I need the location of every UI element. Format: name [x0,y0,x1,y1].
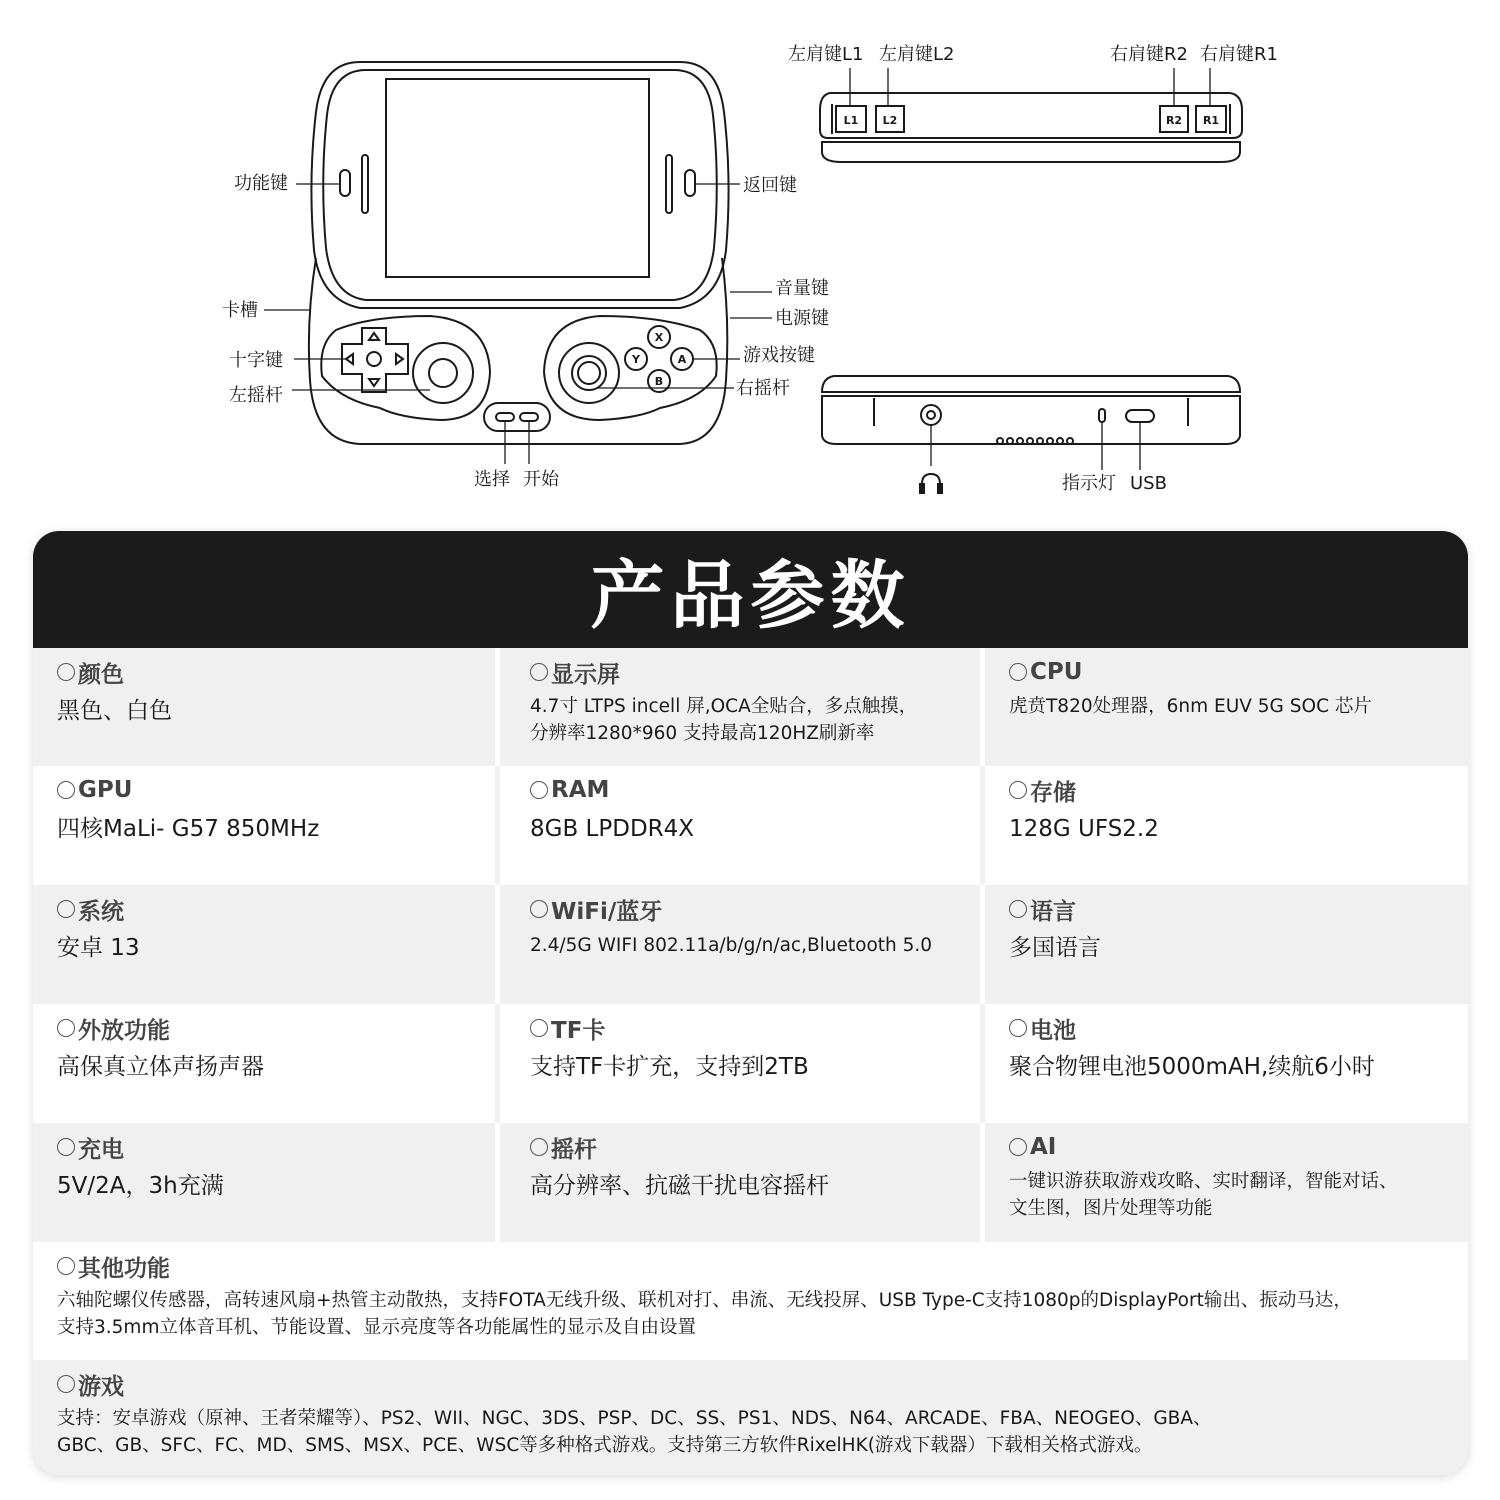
spec-value: 高分辨率、抗磁干扰电容摇杆 [530,1173,829,1199]
device-diagram [0,0,1500,520]
button-y-glyph: Y [632,353,640,366]
spec-value: 黑色、白色 [57,698,172,724]
spec-value: 多国语言 [1009,935,1101,961]
spec-value: 安卓 13 [57,935,140,961]
spec-cell-ai [985,1123,1468,1242]
device-screen [386,79,649,277]
left-grille [362,155,368,213]
label-l1: 左肩键L1 [788,44,864,65]
spec-cell-cpu [985,648,1468,766]
spec-label: GPU [78,777,133,803]
spec-cell-games [33,1360,1468,1475]
label-game-buttons: 游戏按键 [743,345,815,366]
circle-bullet-icon [57,1138,75,1156]
headphone-jack-shape [921,405,941,425]
button-b-glyph: B [654,375,664,388]
spec-label: TF卡 [551,1017,606,1044]
select-start-housing [484,403,550,431]
right-stick-outer [559,343,619,403]
circle-bullet-icon [57,1375,75,1393]
spec-value: 2.4/5G WIFI 802.11a/b/g/n/ac,Bluetooth 5.0 [530,935,933,956]
spec-cell-wifi [495,885,985,1004]
spec-row-games [33,1360,1468,1475]
spec-row-other [33,1242,1468,1360]
spec-cell-joystick [495,1123,985,1242]
spec-cell-battery [985,1004,1468,1123]
spec-cell-speaker [33,1004,495,1123]
circle-bullet-icon [1009,781,1027,799]
spec-label: 存储 [1030,779,1076,806]
spec-cell-other [33,1242,1468,1360]
spec-cell-language [985,885,1468,1004]
back-key-shape [685,170,695,196]
label-volume-key: 音量键 [775,278,829,299]
spec-label: 语言 [1030,898,1076,925]
label-card-slot: 卡槽 [222,300,258,321]
device-lower-body [309,258,727,444]
spec-row [33,766,1468,885]
circle-bullet-icon [57,1257,75,1275]
usb-port-shape [1126,410,1154,422]
spec-row [33,1004,1468,1123]
dpad-shape [342,328,408,392]
label-back-key: 返回键 [743,175,797,196]
spec-label: WiFi/蓝牙 [551,898,663,925]
spec-value: 四核MaLi- G57 850MHz [57,816,320,842]
label-dpad: 十字键 [229,350,283,371]
circle-bullet-icon [530,900,548,918]
r2-tag: R2 [1165,114,1183,127]
r1-tag: R1 [1202,114,1220,127]
circle-bullet-icon [57,663,75,681]
spec-label: CPU [1030,659,1083,685]
spec-label: 显示屏 [551,661,620,688]
spec-label: 充电 [78,1136,124,1163]
circle-bullet-icon [57,1019,75,1037]
spec-cell-ram [495,766,985,885]
spec-value: 支持：安卓游戏（原神、王者荣耀等）、PS2、WII、NGC、3DS、PSP、DC、SS、PS1、NDS、N64、ARCADE、FBA、NEOGEO、GBA、 GBC、GB、SFC、FC、MD、SMS、MSX、PCE、WSC等多种格式游戏。支持第三方软件RixelHK(游戏下载器）下载相关格式游戏。 [57,1408,1212,1456]
label-r1: 右肩键R1 [1200,44,1278,65]
spec-label: AI [1030,1134,1057,1160]
circle-bullet-icon [1009,1138,1027,1156]
spec-label: 摇杆 [551,1136,597,1163]
spec-panel [33,531,1468,1475]
circle-bullet-icon [530,781,548,799]
right-grille [666,155,672,213]
label-usb: USB [1130,473,1167,494]
spec-label: 外放功能 [78,1017,170,1044]
bottom-view-body [822,376,1240,392]
button-a-glyph: A [677,353,687,366]
spec-label: 游戏 [78,1373,124,1400]
label-function-key: 功能键 [234,173,288,194]
label-r2: 右肩键R2 [1110,44,1188,65]
circle-bullet-icon [1009,663,1027,681]
spec-value: 128G UFS2.2 [1009,816,1159,842]
circle-bullet-icon [530,1138,548,1156]
circle-bullet-icon [57,900,75,918]
left-stick-outer [413,343,473,403]
spec-value: 8GB LPDDR4X [530,816,695,842]
circle-bullet-icon [530,1019,548,1037]
spec-value: 4.7寸 LTPS incell 屏,OCA全贴合，多点触摸， 分辨率1280*960 支持最高120HZ刷新率 [530,696,918,744]
label-right-stick: 右摇杆 [736,378,790,399]
spec-label: 系统 [78,898,124,925]
circle-bullet-icon [1009,1019,1027,1037]
spec-cell-display [495,648,985,766]
label-l2: 左肩键L2 [879,44,955,65]
spec-row [33,885,1468,1004]
spec-value: 一键识游获取游戏攻略、实时翻译，智能对话、 文生图，图片处理等功能 [1009,1171,1398,1219]
spec-value: 聚合物锂电池5000mAH,续航6小时 [1009,1054,1375,1080]
device-upper-inner [323,70,717,300]
left-pad-shape [321,316,490,420]
device-line-drawing [0,0,1500,520]
spec-value: 虎贲T820处理器，6nm EUV 5G SOC 芯片 [1009,696,1372,717]
l1-tag: L1 [843,114,859,127]
spec-title: 产品参数 [590,552,911,639]
spec-header [33,531,1468,648]
circle-bullet-icon [530,663,548,681]
spec-cell-charging [33,1123,495,1242]
spec-value: 高保真立体声扬声器 [57,1054,264,1080]
spec-label: RAM [551,777,610,803]
label-power-key: 电源键 [775,308,829,329]
function-key-shape [340,170,350,196]
spec-row [33,1123,1468,1242]
spec-value: 六轴陀螺仪传感器，高转速风扇+热管主动散热，支持FOTA无线升级、联机对打、串流、无线投屏、USB Type-C支持1080p的DisplayPort输出、振动马达， 支持3.5mm立体音耳机、节能设置、显示亮度等各功能属性的显示及自由设置 [57,1290,1352,1338]
spec-label: 电池 [1030,1017,1076,1044]
circle-bullet-icon [57,781,75,799]
spec-label: 其他功能 [78,1255,170,1282]
label-select: 选择 [474,469,510,490]
spec-cell-gpu [33,766,495,885]
spec-label: 颜色 [78,661,124,688]
spec-value: 5V/2A，3h充满 [57,1173,224,1199]
spec-cell-tf [495,1004,985,1123]
spec-cell-color [33,648,495,766]
label-indicator: 指示灯 [1062,473,1116,494]
spec-value: 支持TF卡扩充，支持到2TB [530,1054,809,1080]
label-left-stick: 左摇杆 [229,385,283,406]
spec-cell-storage [985,766,1468,885]
label-start: 开始 [523,469,559,490]
l2-tag: L2 [882,114,898,127]
circle-bullet-icon [1009,900,1027,918]
spec-row [33,648,1468,766]
spec-cell-os [33,885,495,1004]
button-x-glyph: X [654,331,664,344]
